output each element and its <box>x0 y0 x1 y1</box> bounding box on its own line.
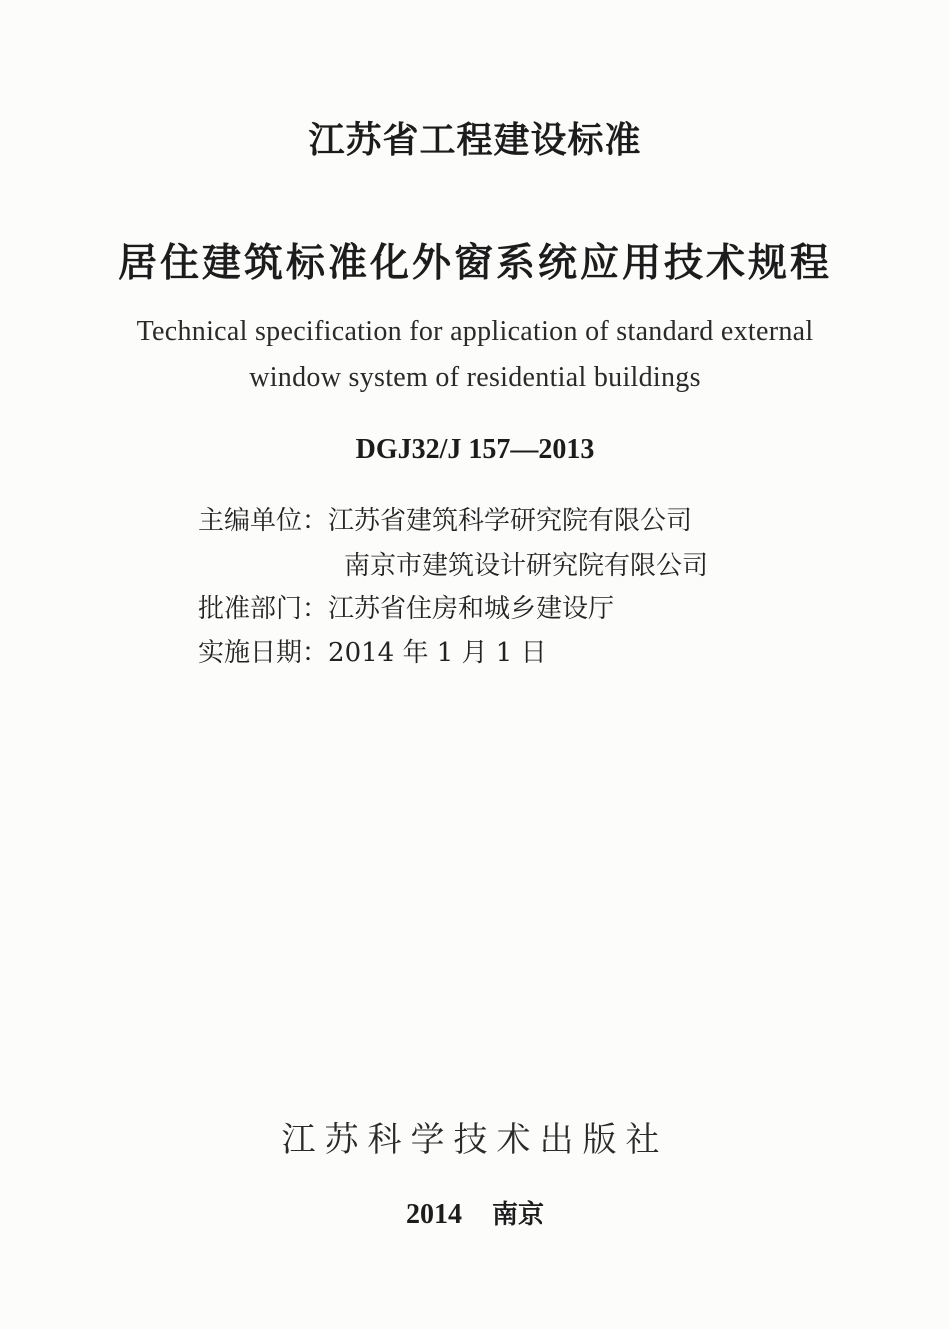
chief-editor-value-1: 江苏省建筑科学研究院有限公司 <box>328 506 693 536</box>
effective-date-value: 2014 年 1 月 1 日 <box>328 638 547 668</box>
chief-editor-value-2: 南京市建筑设计研究院有限公司 <box>344 551 709 581</box>
approval-separator: ： <box>302 594 329 624</box>
effective-date-label: 实施日期 <box>198 638 303 668</box>
standard-code: DGJ32/J 157—2013 <box>355 434 595 465</box>
chief-editor-row-2 <box>344 551 708 581</box>
chinese-title: 居住建筑标准化外窗系统应用技术规程 <box>117 241 832 286</box>
english-title-line-2: window system of residential buildings <box>249 362 701 393</box>
footer-year: 2014 <box>405 1199 462 1230</box>
english-title-line-1: Technical specification for application of standard external <box>136 316 814 347</box>
standard-series-heading: 江苏省工程建设标准 <box>308 120 642 161</box>
approval-row <box>198 594 614 624</box>
approval-label: 批准部门 <box>198 594 303 624</box>
chief-editor-label: 主编单位 <box>198 506 303 536</box>
publisher-name: 江苏科学技术出版社 <box>281 1120 669 1160</box>
chief-editor-separator: ： <box>302 506 329 536</box>
effective-date-separator: ： <box>302 638 329 668</box>
footer-city: 南京 <box>491 1200 544 1230</box>
chief-editor-row <box>198 506 692 536</box>
effective-date-row <box>198 638 547 668</box>
approval-value: 江苏省住房和城乡建设厅 <box>328 594 615 624</box>
footer <box>0 1194 950 1231</box>
